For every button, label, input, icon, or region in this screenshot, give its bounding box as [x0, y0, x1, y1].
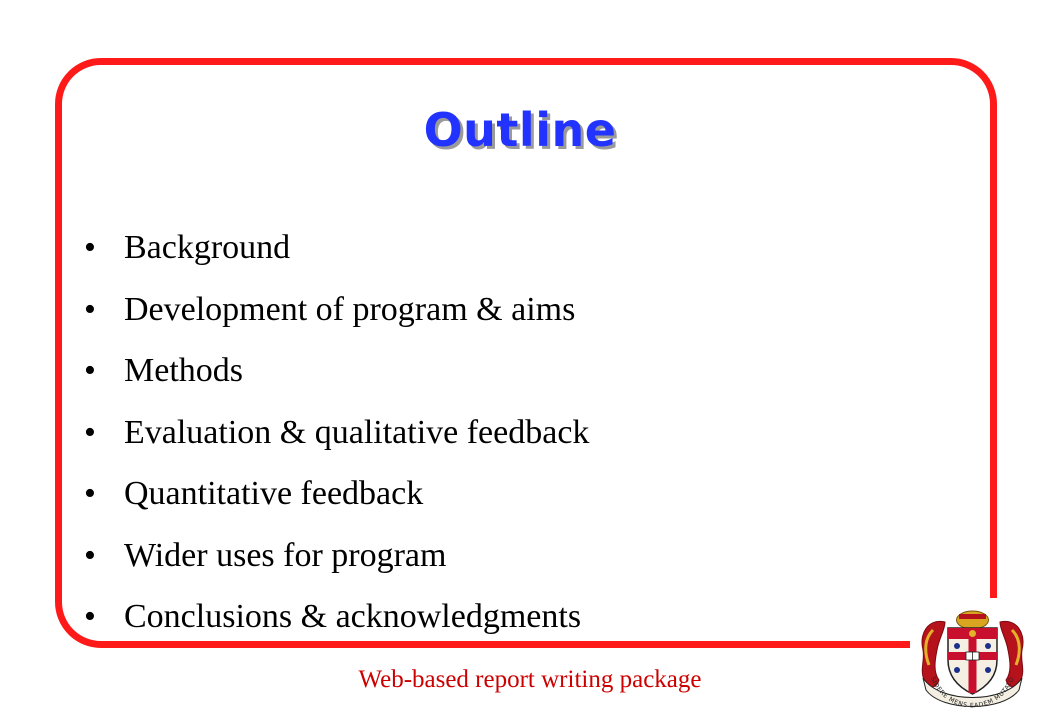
bullet-dot-icon: • [84, 290, 96, 328]
bullet-item [84, 530, 589, 592]
bullet-item [84, 468, 589, 530]
bullet-dot-icon: • [84, 229, 96, 266]
bullet-text: Evaluation & qualitative feedback [124, 413, 590, 451]
slide-footer: Web-based report writing package [358, 666, 702, 693]
bullet-item [84, 284, 589, 346]
bullet-item [84, 591, 589, 653]
bullet-text: Quantitative feedback [124, 475, 424, 512]
bullet-dot-icon: • [84, 598, 96, 635]
crest-motto: SIDERE MENS EADEM MUTATO [929, 675, 1017, 710]
bullet-item [84, 222, 589, 284]
university-crest-icon [915, 600, 1030, 715]
bullet-text: Development of program & aims [124, 290, 576, 328]
bullet-dot-icon: • [84, 536, 96, 574]
bullet-text: Methods [124, 352, 243, 389]
bullet-text: Background [124, 229, 291, 266]
bullet-list [84, 222, 589, 653]
slide-title: Outline [423, 103, 617, 157]
bullet-dot-icon: • [84, 413, 96, 451]
bullet-item [84, 345, 589, 407]
bullet-dot-icon: • [84, 475, 96, 512]
bullet-item [84, 407, 589, 469]
bullet-text: Conclusions & acknowledgments [124, 598, 582, 635]
bullet-dot-icon: • [84, 352, 96, 389]
bullet-text: Wider uses for program [124, 536, 447, 574]
